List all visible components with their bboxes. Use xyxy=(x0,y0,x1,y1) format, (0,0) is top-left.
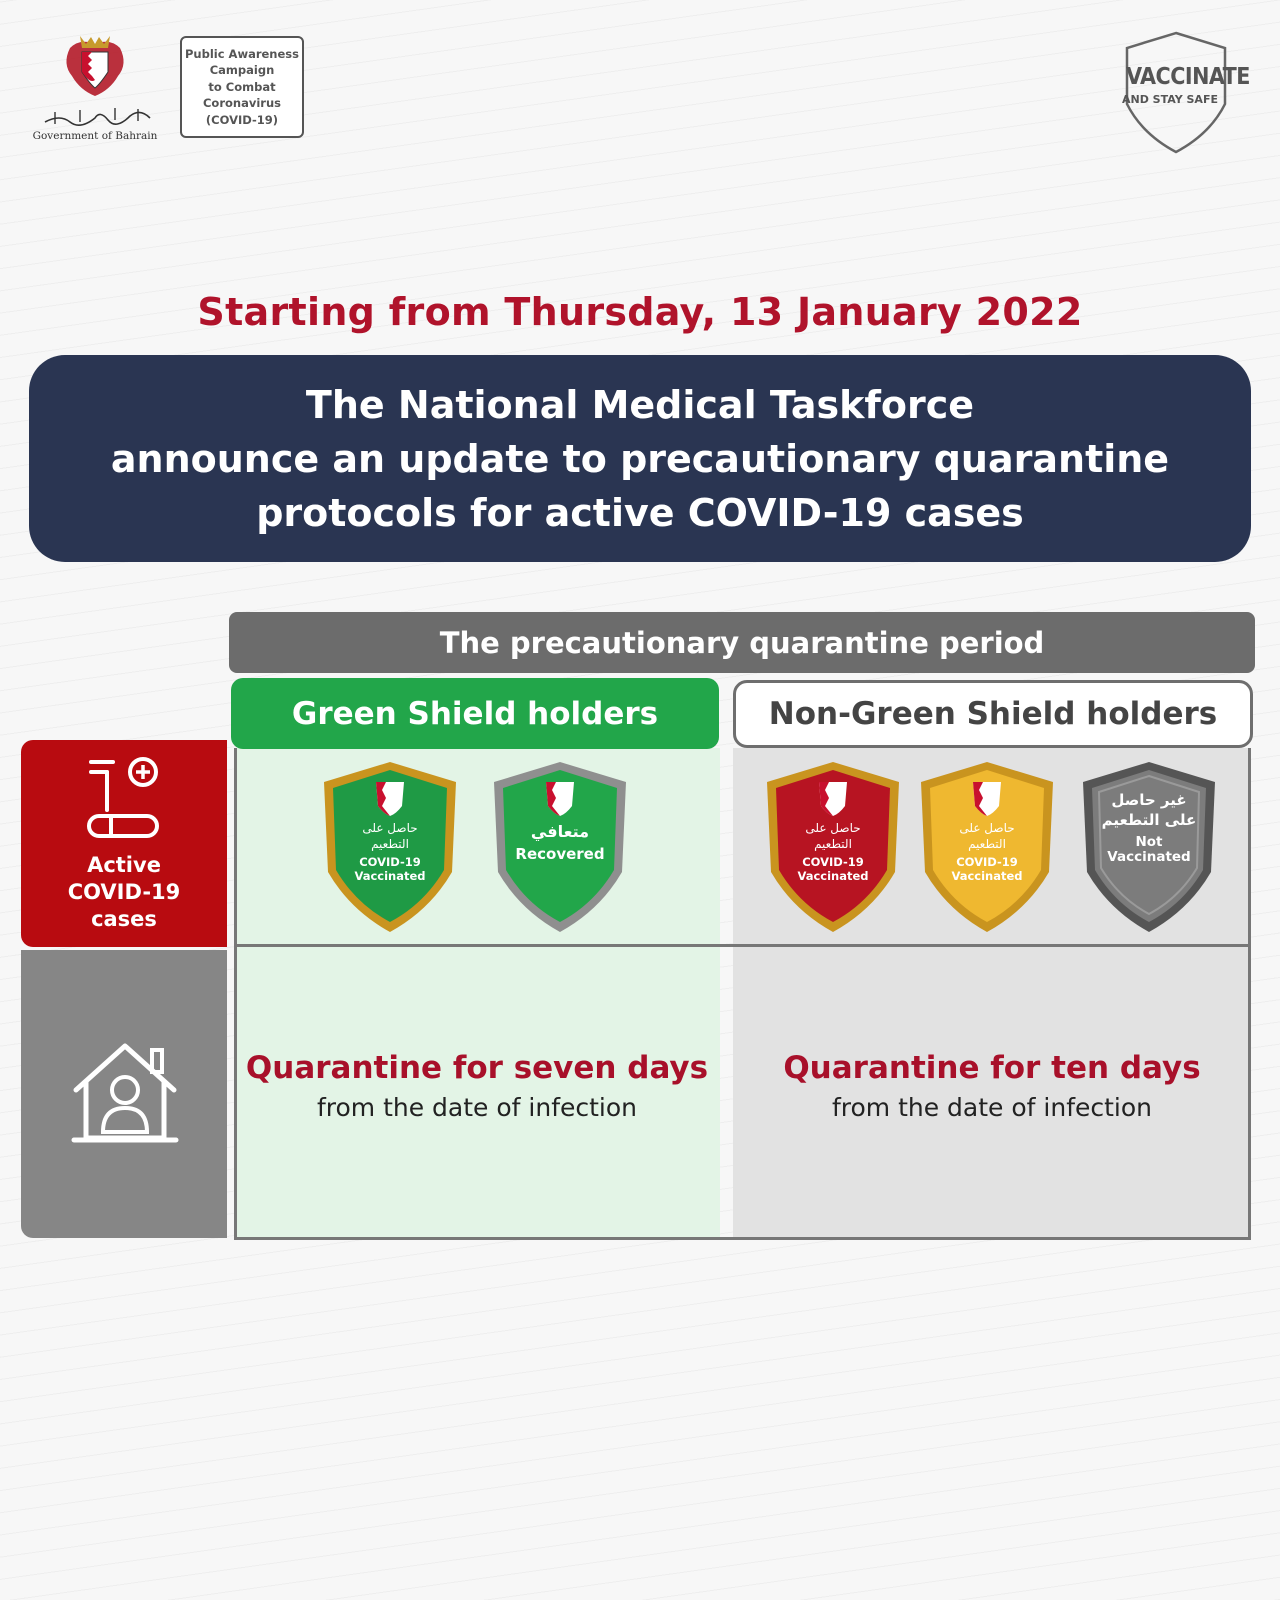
government-of-bahrain-logo xyxy=(30,34,160,146)
banner-line-3: protocols for active COVID-19 cases xyxy=(256,490,1024,535)
shield-english-text: Recovered xyxy=(515,845,605,863)
vaccinate-badge xyxy=(1118,30,1258,158)
table-bottom-border xyxy=(234,1237,1251,1240)
shield-arabic-text: حاصل على التطعيم xyxy=(362,821,418,851)
vaccinate-subtitle: AND STAY SAFE xyxy=(1122,93,1218,106)
home-quarantine-label xyxy=(21,950,227,1238)
active-cases-label xyxy=(21,740,227,947)
red-vaccinated-shield xyxy=(763,760,903,935)
period-title: The precautionary quarantine period xyxy=(439,625,1045,660)
shield-arabic-text: متعافي xyxy=(530,822,590,841)
shield-arabic-text: غير حاصل على التطعيم xyxy=(1101,791,1197,829)
banner-line-1: The National Medical Taskforce xyxy=(305,382,975,427)
campaign-text: Public Awareness Campaign to Combat Coronavirus (COVID-19) xyxy=(185,46,299,127)
active-cases-text: Active COVID-19 cases xyxy=(67,853,181,931)
announcement-banner xyxy=(29,355,1251,562)
non-green-quarantine-subtitle: from the date of infection xyxy=(831,1093,1153,1122)
shield-arabic-text: حاصل على التطعيم xyxy=(805,821,861,851)
green-shield-title: Green Shield holders xyxy=(291,695,659,732)
shield-arabic-text: حاصل على التطعيم xyxy=(959,821,1015,851)
green-quarantine-subtitle: from the date of infection xyxy=(316,1093,638,1122)
shield-english-text: COVID-19 Vaccinated xyxy=(354,855,426,883)
row-divider xyxy=(234,944,1251,947)
arabic-calligraphy-icon xyxy=(40,100,155,130)
non-green-shield-header xyxy=(733,680,1253,748)
green-column xyxy=(234,748,720,1240)
shield-english-text: Not Vaccinated xyxy=(1107,834,1191,865)
test-tube-icon xyxy=(85,756,165,846)
green-vaccinated-shield xyxy=(320,760,460,935)
non-green-quarantine-title: Quarantine for ten days xyxy=(783,1050,1201,1086)
home-quarantine-icon xyxy=(70,1038,180,1148)
campaign-badge xyxy=(180,36,304,138)
bahrain-emblem-icon xyxy=(62,34,128,104)
starting-date: Starting from Thursday, 13 January 2022 xyxy=(197,290,1083,334)
green-shield-header xyxy=(231,678,719,749)
period-header xyxy=(229,612,1255,673)
vaccinate-title: VACCINATE xyxy=(1126,64,1250,90)
green-recovered-shield xyxy=(490,760,630,935)
shield-english-text: COVID-19 Vaccinated xyxy=(951,855,1023,883)
government-name: Government of Bahrain xyxy=(32,130,158,142)
gray-not-vaccinated-shield xyxy=(1079,760,1219,935)
green-quarantine-title: Quarantine for seven days xyxy=(245,1050,709,1086)
shield-english-text: COVID-19 Vaccinated xyxy=(797,855,869,883)
non-green-shield-title: Non-Green Shield holders xyxy=(768,696,1218,732)
yellow-vaccinated-shield xyxy=(917,760,1057,935)
banner-line-2: announce an update to precautionary quarantine xyxy=(110,436,1170,481)
